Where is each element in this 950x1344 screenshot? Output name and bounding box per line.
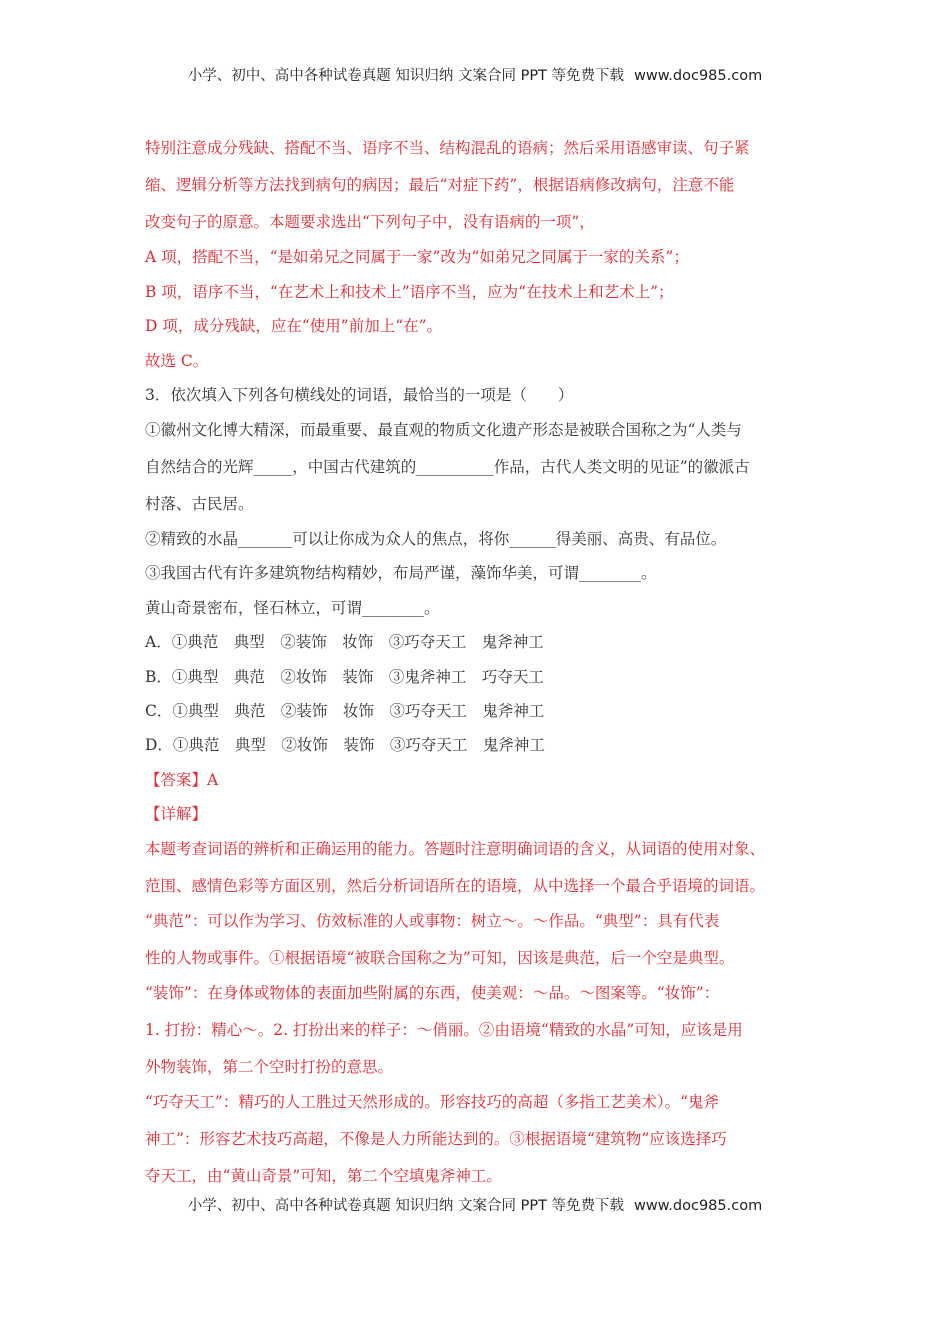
footer-url: www.doc985.com [634,1198,763,1214]
text-line: 故选 C。 [145,352,209,370]
text-line: 性的人物或事件。①根据语境“被联合国称之为”可知，因该是典范，后一个空是典型。 [145,949,735,967]
text-line: 缩、逻辑分析等方法找到病句的病因；最后“对症下药”，根据语病修改病句，注意不能 [145,176,735,194]
text-line: ①徽州文化博大精深，而最重要、最直观的物质文化遗产形态是被联合国称之为“人类与 [145,421,742,439]
header-text: 小学、初中、高中各种试卷真题 知识归纳 文案合同 PPT 等免费下载 [187,68,625,84]
text-line: 自然结合的光辉_____，中国古代建筑的__________作品，古代人类文明的见证”的徽派古 [145,458,750,476]
page-header [0,66,950,86]
text-line: 范围、感情色彩等方面区别，然后分析词语所在的语境，从中选择一个最合乎语境的词语。 [145,877,766,895]
text-line: A 项，搭配不当，“是如弟兄之同属于一家”改为“如弟兄之同属于一家的关系”； [145,248,689,266]
text-line: 1. 打扮：精心～。2. 打扮出来的样子：～俏丽。②由语境“精致的水晶”可知，应该是用 [145,1021,743,1039]
text-line: 特别注意成分残缺、搭配不当、语序不当、结构混乱的语病；然后采用语感审读、句子紧 [145,139,750,157]
text-line: ③我国古代有许多建筑物结构精妙，布局严谨，藻饰华美，可谓________。 [145,564,657,582]
text-line: C．①典型 典范 ②装饰 妆饰 ③巧夺天工 鬼斧神工 [145,702,545,720]
text-line: 本题考查词语的辨析和正确运用的能力。答题时注意明确词语的含义，从词语的使用对象、 [145,840,766,858]
text-line: “典范”：可以作为学习、仿效标准的人或事物：树立～。～作品。“典型”：具有代表 [145,912,720,930]
header-url: www.doc985.com [634,68,763,84]
text-line: B 项，语序不当，“在艺术上和技术上”语序不当，应为“在技术上和艺术上”； [145,283,674,301]
text-line: “巧夺天工”：精巧的人工胜过天然形成的。形容技巧的高超（多指工艺美术）。“鬼斧 [145,1093,720,1111]
page-footer [0,1196,950,1216]
text-line: 【详解】 [145,805,208,823]
text-line: 村落、古民居。 [145,495,254,513]
text-line: D．①典范 典型 ②妆饰 装饰 ③巧夺天工 鬼斧神工 [145,736,545,754]
text-line: “装饰”：在身体或物体的表面加些附属的东西，使美观：～品。～图案等。“妆饰”： [145,984,720,1002]
text-line: 神工”：形容艺术技巧高超，不像是人力所能达到的。③根据语境“建筑物”应该选择巧 [145,1130,727,1148]
text-line: 夺天工，由“黄山奇景”可知，第二个空填鬼斧神工。 [145,1167,502,1185]
text-line: 黄山奇景密布，怪石林立，可谓________。 [145,599,440,617]
footer-text: 小学、初中、高中各种试卷真题 知识归纳 文案合同 PPT 等免费下载 [187,1198,625,1214]
text-line: B．①典型 典范 ②妆饰 装饰 ③鬼斧神工 巧夺天工 [145,668,544,686]
text-line: 改变句子的原意。本题要求选出“下列句子中，没有语病的一项”， [145,213,595,231]
text-line: 3．依次填入下列各句横线处的词语，最恰当的一项是（ ） [145,386,574,404]
text-line: 【答案】A [145,771,219,789]
text-line: D 项，成分残缺，应在“使用”前加上“在”。 [145,317,443,335]
text-line: ②精致的水晶_______可以让你成为众人的焦点，将你______得美丽、高贵、有品位。 [145,530,727,548]
text-line: A．①典范 典型 ②装饰 妆饰 ③巧夺天工 鬼斧神工 [145,633,544,651]
text-line: 外物装饰，第二个空时打扮的意思。 [145,1058,394,1076]
